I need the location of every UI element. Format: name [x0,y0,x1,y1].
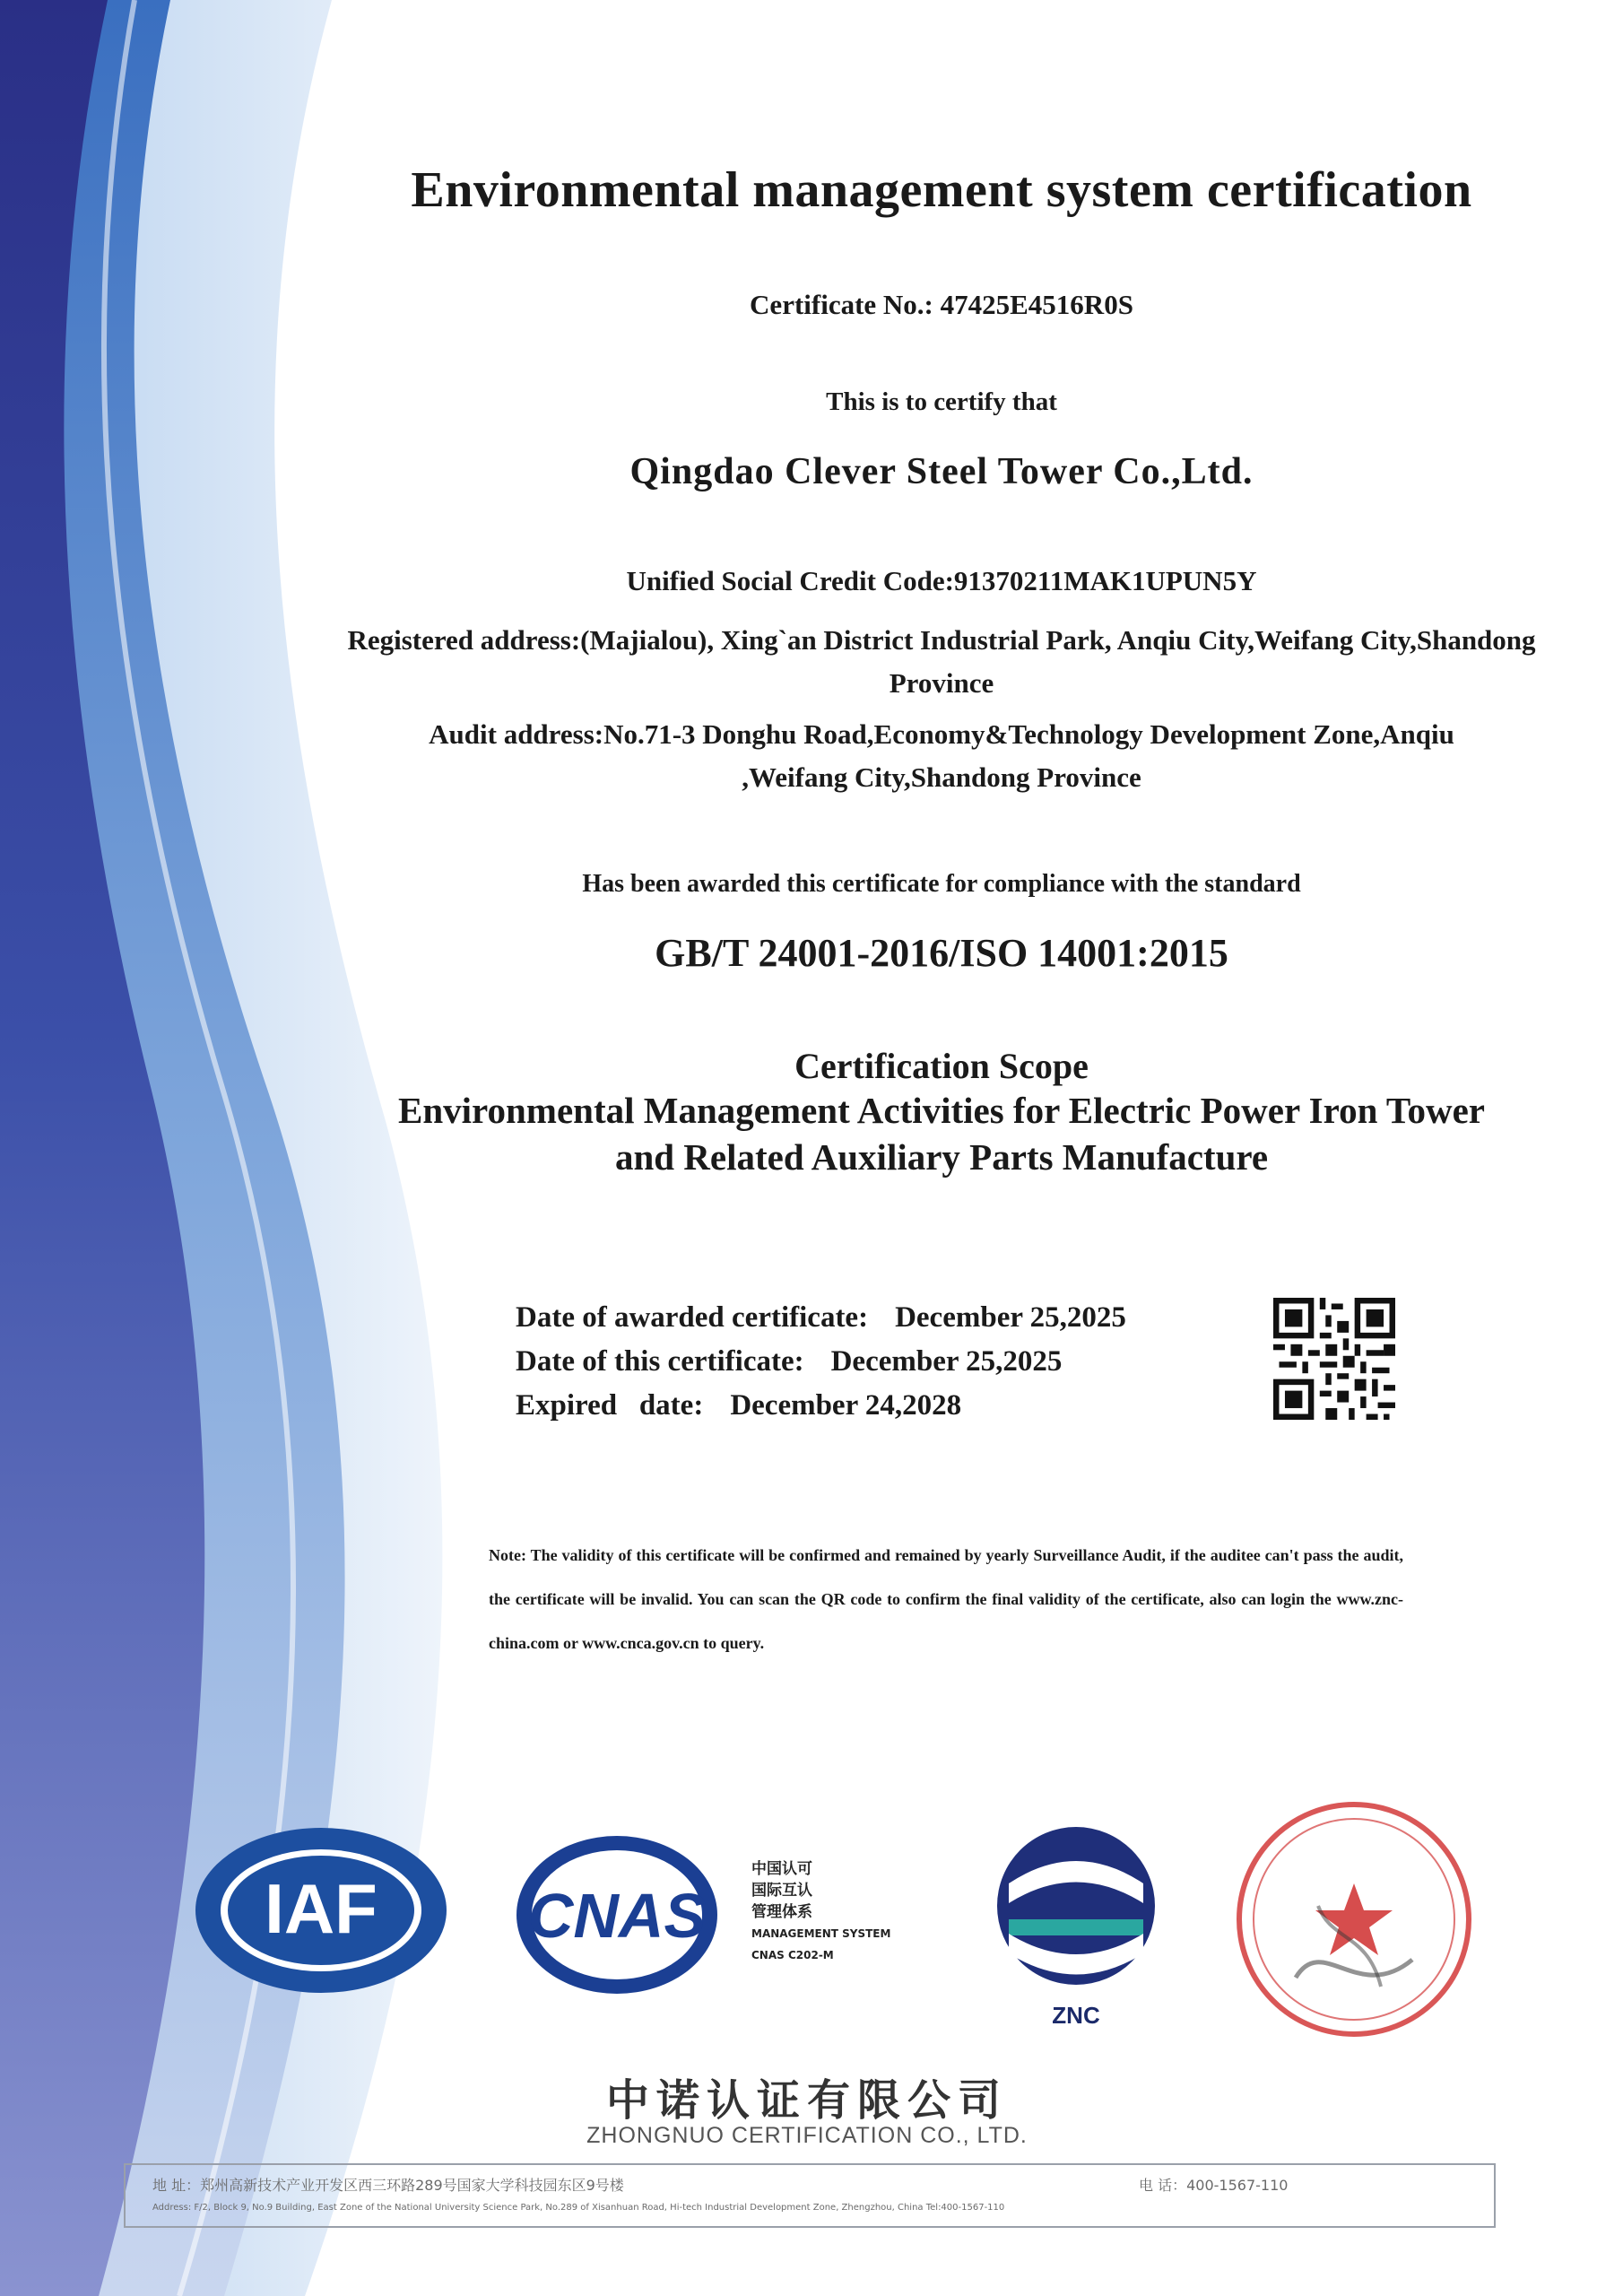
issuer-address-en: Address: F/2, Block 9, No.9 Building, East Zone of the National University Science Park, No.289 of Xisanhuan Road, Hi-tech Industrial Development Zone, Zhengzhou, China Tel:400-1567-110 [152,2203,1005,2213]
cnas-side-line: 国际互认 [751,1882,812,1900]
expired-date-label: Expired date: [516,1389,704,1422]
scope-heading: Certification Scope [794,1046,1089,1086]
awarded-date-row [516,1296,1126,1340]
iaf-logo-text: IAF [265,1869,378,1948]
cnas-side-line: MANAGEMENT SYSTEM [751,1927,891,1940]
scope-text: Environmental Management Activities for Electric Power Iron Tower and Related Auxiliary Parts Manufacture [398,1090,1485,1178]
awarded-intro: Has been awarded this certificate for compliance with the standard [582,870,1301,898]
cnas-side-text [751,1858,890,1966]
dates-block [516,1296,1126,1428]
cnas-side-line: 中国认可 [751,1860,812,1878]
issuer-address-box [124,2163,1496,2228]
certificate-title: Environmental management system certification [411,162,1472,218]
certify-intro: This is to certify that [826,387,1057,416]
standard: GB/T 24001-2016/ISO 14001:2015 [655,931,1228,975]
cnas-logo-text: CNAS [527,1881,707,1951]
cnas-side-line: 管理体系 [751,1903,812,1921]
qr-code-icon[interactable] [1273,1298,1395,1420]
issuer-name-cn: 中诺认证有限公司 [605,2075,1008,2126]
expired-date-value: December 24,2028 [730,1389,962,1422]
expired-date-row [516,1384,1126,1428]
issuer-telephone: 电 话：400-1567-110 [1139,2177,1289,2194]
credit-code: Unified Social Credit Code:91370211MAK1UPUN5Y [626,565,1257,596]
red-seal-stamp [1233,1798,1475,2040]
cnas-side-line: CNAS C202-M [751,1949,834,1961]
this-date-row [516,1340,1126,1384]
certificate-number: Certificate No.: 47425E4516R0S [750,289,1133,320]
awarded-date-label: Date of awarded certificate: [516,1301,869,1334]
registered-address: Registered address:(Majialou), Xing`an District Industrial Park, Anqiu City,Weifang City,Shandong Province [347,624,1536,699]
this-date-value: December 25,2025 [830,1345,1063,1378]
company-name: Qingdao Clever Steel Tower Co.,Ltd. [629,451,1254,492]
issuer-name-en: ZHONGNUO CERTIFICATION CO., LTD. [586,2123,1028,2148]
znc-logo-label: ZNC [1052,2002,1100,2029]
issuer-address-cn: 地 址：郑州高新技术产业开发区西三环路289号国家大学科技园东区9号楼 [152,2177,624,2194]
iaf-logo [191,1821,451,2000]
validity-note: Note: The validity of this certificate will be confirmed and remained by yearly Surveillance Audit, if the auditee can't pass the audit, the certificate will be invalid. You can scan the QR code to confirm the final validity of the certificate, also can login the www.znc-china.com or www.cnca.gov.cn to query. [489,1546,1403,1652]
awarded-date-value: December 25,2025 [895,1301,1126,1334]
audit-address: Audit address:No.71-3 Donghu Road,Economy&Technology Development Zone,Anqiu ,Weifang City,Shandong Province [429,718,1454,793]
this-date-label: Date of this certificate: [516,1345,804,1378]
